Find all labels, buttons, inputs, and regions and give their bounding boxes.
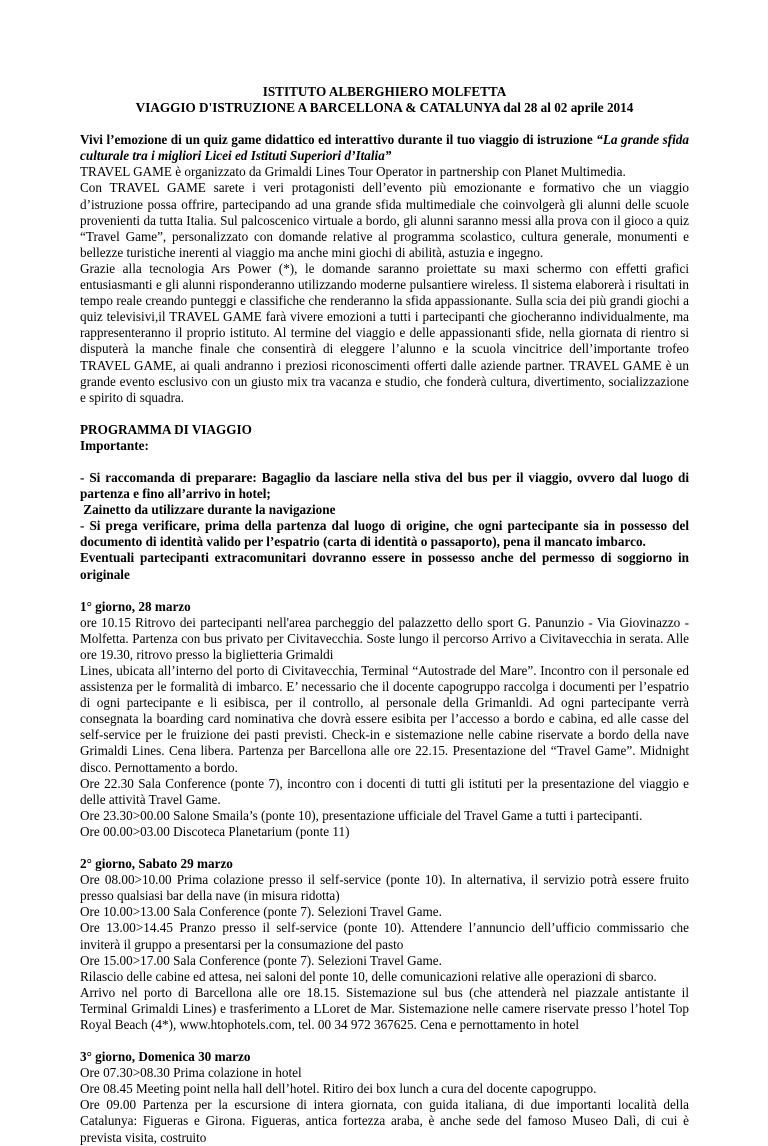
important-note: - Si prega verificare, prima della partenza dal luogo di origine, che ogni partecipante sia in possesso del documento di identità valido per l’espatrio (carta di identità o passaporto), pena il mancato imbarco. [80, 518, 689, 550]
important-note: Eventuali partecipanti extracomunitari dovranno essere in possesso anche del permesso di soggiorno in originale [80, 550, 689, 582]
day-line: Ore 07.30>08.30 Prima colazione in hotel [80, 1065, 302, 1081]
day-line: Rilascio delle cabine ed attesa, nei saloni del ponte 10, delle comunicazioni relative alle operazioni di sbarco. [80, 968, 657, 984]
day-line: ore 10.15 Ritrovo dei partecipanti nell'area parcheggio del palazzetto dello sport G. Panunzio - Via Giovinazzo - Molfetta. Partenza con bus privato per Civitavecchia. Soste lungo il percorso Arrivo a Civitavecchia in serata. Alle ore 19.30, ritrovo presso la biglietteria Grimaldi [80, 614, 689, 662]
day-line: Ore 13.00>14.45 Pranzo presso il self-service (ponte 10). Attendere l’annuncio dell’ufficio commissario che inviterà il gruppo a presentarsi per la consumazione del pasto [80, 920, 689, 952]
day-line: Arrivo nel porto di Barcellona alle ore 18.15. Sistemazione sul bus (che attenderà nel piazzale antistante il Terminal Grimaldi Lines) e trasferimento a LLoret de Mar. Sistemazione nelle camere riservate presso l’hotel Top Royal Beach (4*), www.htophotels.com, tel. 00 34 972 367625. Cena e pernottamento in hotel [80, 984, 689, 1032]
program-title: PROGRAMMA DI VIAGGIO [80, 421, 252, 437]
intro-paragraph-2: Con TRAVEL GAME sarete i veri protagonisti dell’evento più emozionante e formativo che un viaggio d’istruzione possa offrire, partecipando ad una grande sfida multimediale che coinvolgerà gli alunni delle scuole provenienti da tutta Italia. Sul palcoscenico virtuale a bordo, gli alunni saranno messi alla prova con il gioco a quiz “Travel Game”, personalizzato con domande relative al programma scolastico, cultura generale, monumenti e bellezze turistiche inerenti al viaggio ma anche mini giochi di abilità, astuzia e ingegno. [80, 180, 689, 260]
intro-paragraph-1: TRAVEL GAME è organizzato da Grimaldi Lines Tour Operator in partnership con Planet Multimedia. [80, 164, 626, 180]
day-line: Lines, ubicata all’interno del porto di Civitavecchia, Terminal “Autostrade del Mare”. Incontro con il personale ed assistenza per le formalità di imbarco. E’ necessario che il docente capogruppo raccolga i documenti per l’espatrio di ogni partecipante e li esibisca, per il controllo, al personale della Grimanldi. Ad ogni partecipante verrà consegnata la boarding card nominativa che dovrà essere esibita per l’accesso a bordo e cabina, ed alle casse del self-service per le fruizione dei pasti previsti. Check-in e sistemazione nelle cabine riservate a bordo della nave Grimaldi Lines. Cena libera. Partenza per Barcellona alle ore 22.15. Presentazione del “Travel Game”. Midnight disco. Pernottamento a bordo. [80, 663, 689, 775]
day-line: Ore 08.45 Meeting point nella hall dell’hotel. Ritiro dei box lunch a cura del docente capogruppo. [80, 1081, 597, 1097]
important-note: - Si raccomanda di preparare: Bagaglio da lasciare nella stiva del bus per il viaggio, ovvero dal luogo di partenza e fino all’arrivo in hotel; [80, 469, 689, 502]
day-line: Ore 22.30 Sala Conference (ponte 7), incontro con i docenti di tutti gli istituti per la presentazione del viaggio e delle attività Travel Game. [80, 775, 689, 807]
day-line: Ore 00.00>03.00 Discoteca Planetarium (ponte 11) [80, 823, 350, 839]
intro-lead-slogan: “La grande sfida culturale tra i migliori Licei ed Istituti Superiori d’Italia” [80, 132, 689, 164]
school-title: ISTITUTO ALBERGHIERO MOLFETTA [262, 84, 507, 99]
important-label: Importante: [80, 437, 149, 453]
day-title: 1° giorno, 28 marzo [80, 598, 191, 614]
day-title: 2° giorno, Sabato 29 marzo [80, 856, 233, 872]
day-line: Ore 09.00 Partenza per la escursione di intera giornata, con guida italiana, di due importanti località della Catalunya: Figueras e Girona. Figueras, antica fortezza araba, è anche sede del famoso Museo Dalì, di cui è prevista visita, costruito [80, 1097, 689, 1145]
trip-title: VIAGGIO D'ISTRUZIONE A BARCELLONA & CATALUNYA dal 28 al 02 aprile 2014 [135, 100, 634, 116]
day-line: Ore 15.00>17.00 Sala Conference (ponte 7). Selezioni Travel Game. [80, 952, 442, 968]
day-line: Ore 23.30>00.00 Salone Smaila’s (ponte 10), presentazione ufficiale del Travel Game a tutti i partecipanti. [80, 807, 643, 823]
document-page [80, 84, 689, 1146]
intro-lead [80, 132, 689, 164]
intro-paragraph-3: Grazie alla tecnologia Ars Power (*), le domande saranno proiettate su maxi schermo con effetti grafici entusiasmanti e gli alunni risponderanno utilizzando moderne pulsantiere wireless. Il sistema elaborerà i risultati in tempo reale creando punteggi e classifiche che renderanno la sfida appassionante. Sulla scia dei più grandi giochi a quiz televisivi,il TRAVEL GAME farà vivere emozioni a tutti i partecipanti che giocheranno individualmente, ma rappresenteranno il proprio istituto. Al termine del viaggio e delle appassionanti sfide, nella giornata di rientro si disputerà la manche finale che consentirà di eleggere l’alunno e la scuola vincitrice dell’importante trofeo TRAVEL GAME, ai quali andranno i preziosi riconoscimenti offerti dalle aziende partner. TRAVEL GAME è un grande evento esclusivo con un giusto mix tra vacanza e studio, che fonderà cultura, divertimento, socializzazione e spirito di squadra. [80, 260, 689, 405]
intro-lead-bold: Vivi l’emozione di un quiz game didattico ed interattivo durante il tuo viaggio di istruzione [80, 132, 597, 148]
important-note: Zainetto da utilizzare durante la navigazione [80, 502, 336, 518]
day-title: 3° giorno, Domenica 30 marzo [80, 1049, 251, 1065]
day-line: Ore 08.00>10.00 Prima colazione presso il self-service (ponte 10). In alternativa, il servizio potrà essere fruito presso qualsiasi bar della nave (in misura ridotta) [80, 872, 689, 904]
day-line: Ore 10.00>13.00 Sala Conference (ponte 7). Selezioni Travel Game. [80, 904, 442, 920]
